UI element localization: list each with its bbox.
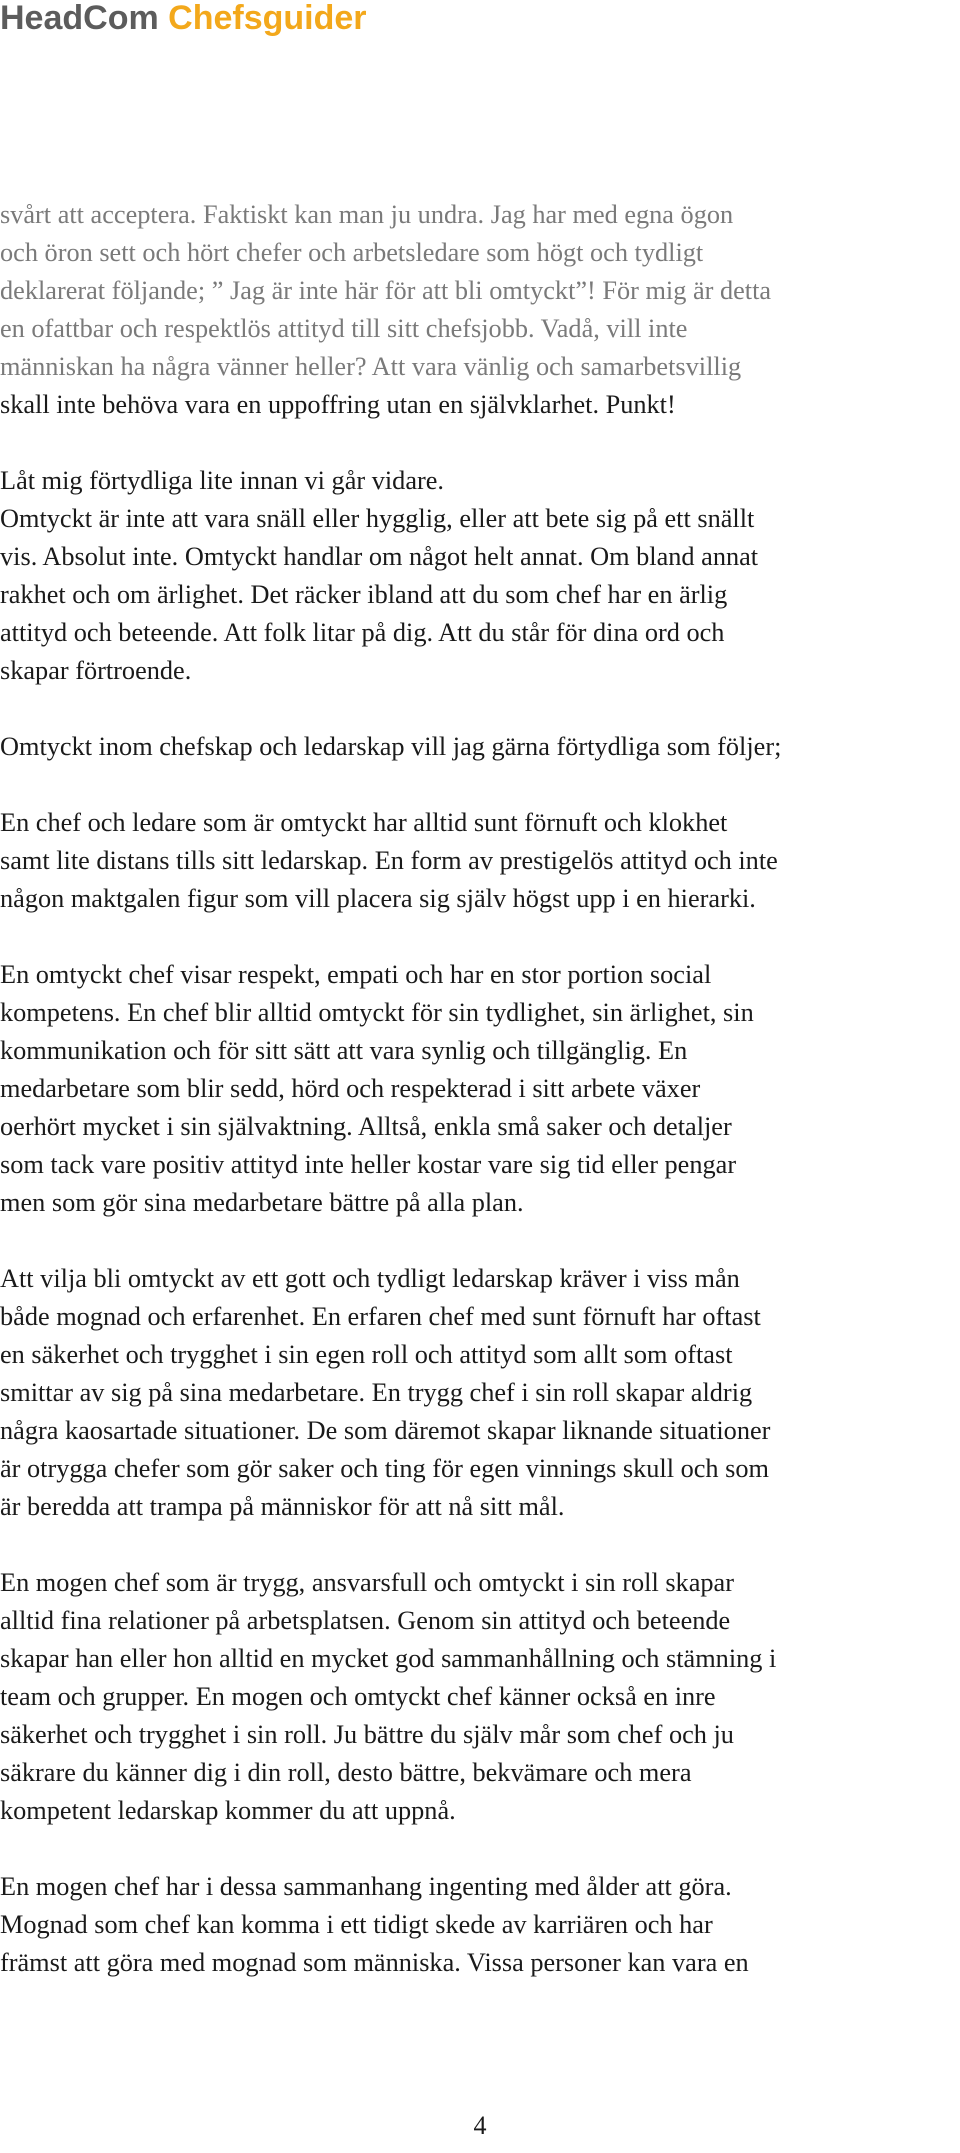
text-line: vis. Absolut inte. Omtyckt handlar om något helt annat. Om bland annat bbox=[0, 542, 759, 571]
paragraph-2 bbox=[0, 462, 960, 690]
text-line: både mognad och erfarenhet. En erfaren chef med sunt förnuft har oftast bbox=[0, 1302, 761, 1331]
text-line: rakhet och om ärlighet. Det räcker ibland att du som chef har en ärlig bbox=[0, 580, 728, 609]
paragraph-4 bbox=[0, 804, 960, 918]
text-line: kompetens. En chef blir alltid omtyckt för sin tydlighet, sin ärlighet, sin bbox=[0, 998, 754, 1027]
text-line: oerhört mycket i sin självaktning. Alltså, enkla små saker och detaljer bbox=[0, 1112, 732, 1141]
text-line: attityd och beteende. Att folk litar på dig. Att du står för dina ord och bbox=[0, 618, 725, 647]
text-line: men som gör sina medarbetare bättre på alla plan. bbox=[0, 1188, 524, 1217]
text-line: En mogen chef har i dessa sammanhang ingenting med ålder att göra. bbox=[0, 1872, 732, 1901]
text-line: säkrare du känner dig i din roll, desto bättre, bekvämare och mera bbox=[0, 1758, 692, 1787]
text-line: är beredda att trampa på människor för att nå sitt mål. bbox=[0, 1492, 565, 1521]
text-line: och öron sett och hört chefer och arbetsledare som högt och tydligt bbox=[0, 238, 704, 267]
text-line: skapar förtroende. bbox=[0, 656, 192, 685]
text-line: En omtyckt chef visar respekt, empati och har en stor portion social bbox=[0, 960, 712, 989]
paragraph-8 bbox=[0, 1868, 960, 1982]
text-line: som tack vare positiv attityd inte heller kostar vare sig tid eller pengar bbox=[0, 1150, 737, 1179]
text-line: människan ha några vänner heller? Att vara vänlig och samarbetsvillig bbox=[0, 352, 742, 381]
paragraph-5 bbox=[0, 956, 960, 1222]
text-line: En chef och ledare som är omtyckt har alltid sunt förnuft och klokhet bbox=[0, 808, 728, 837]
text-line: Omtyckt är inte att vara snäll eller hygglig, eller att bete sig på ett snällt bbox=[0, 504, 755, 533]
text-line: Låt mig förtydliga lite innan vi går vidare. bbox=[0, 466, 444, 495]
text-line: skapar han eller hon alltid en mycket god sammanhållning och stämning i bbox=[0, 1644, 777, 1673]
text-line: Att vilja bli omtyckt av ett gott och tydligt ledarskap kräver i viss mån bbox=[0, 1264, 740, 1293]
header-logo bbox=[0, 0, 367, 42]
text-line: deklarerat följande; ” Jag är inte här för att bli omtyckt”! För mig är detta bbox=[0, 276, 772, 305]
text-line: säkerhet och trygghet i sin roll. Ju bättre du själv mår som chef och ju bbox=[0, 1720, 734, 1749]
text-line: är otrygga chefer som gör saker och ting för egen vinnings skull och som bbox=[0, 1454, 769, 1483]
text-line: medarbetare som blir sedd, hörd och respekterad i sitt arbete växer bbox=[0, 1074, 701, 1103]
text-line: någon maktgalen figur som vill placera sig själv högst upp i en hierarki. bbox=[0, 884, 756, 913]
text-line: några kaosartade situationer. De som däremot skapar liknande situationer bbox=[0, 1416, 771, 1445]
text-line: samt lite distans tills sitt ledarskap. En form av prestigelös attityd och inte bbox=[0, 846, 778, 875]
body-text bbox=[0, 196, 960, 1982]
paragraph-1 bbox=[0, 196, 960, 424]
text-line: Omtyckt inom chefskap och ledarskap vill jag gärna förtydliga som följer; bbox=[0, 732, 782, 761]
paragraph-6 bbox=[0, 1260, 960, 1526]
brand-name-chefsguider: Chefsguider bbox=[168, 0, 367, 37]
text-line: Mognad som chef kan komma i ett tidigt skede av karriären och har bbox=[0, 1910, 713, 1939]
brand-name-headcom: HeadCom bbox=[0, 0, 159, 37]
text-line: alltid fina relationer på arbetsplatsen. Genom sin attityd och beteende bbox=[0, 1606, 731, 1635]
text-line: skall inte behöva vara en uppoffring utan en självklarhet. Punkt! bbox=[0, 390, 676, 419]
text-line: team och grupper. En mogen och omtyckt chef känner också en inre bbox=[0, 1682, 716, 1711]
page-number: 4 bbox=[473, 2111, 487, 2140]
text-line: smittar av sig på sina medarbetare. En trygg chef i sin roll skapar aldrig bbox=[0, 1378, 753, 1407]
paragraph-7 bbox=[0, 1564, 960, 1830]
text-line: en ofattbar och respektlös attityd till sitt chefsjobb. Vadå, vill inte bbox=[0, 314, 688, 343]
text-line: kommunikation och för sitt sätt att vara synlig och tillgänglig. En bbox=[0, 1036, 688, 1065]
text-line: En mogen chef som är trygg, ansvarsfull och omtyckt i sin roll skapar bbox=[0, 1568, 734, 1597]
paragraph-3 bbox=[0, 728, 960, 766]
text-line: svårt att acceptera. Faktiskt kan man ju undra. Jag har med egna ögon bbox=[0, 200, 734, 229]
text-line: en säkerhet och trygghet i sin egen roll och attityd som allt som oftast bbox=[0, 1340, 733, 1369]
text-line: främst att göra med mognad som människa. Vissa personer kan vara en bbox=[0, 1948, 749, 1977]
text-line: kompetent ledarskap kommer du att uppnå. bbox=[0, 1796, 456, 1825]
